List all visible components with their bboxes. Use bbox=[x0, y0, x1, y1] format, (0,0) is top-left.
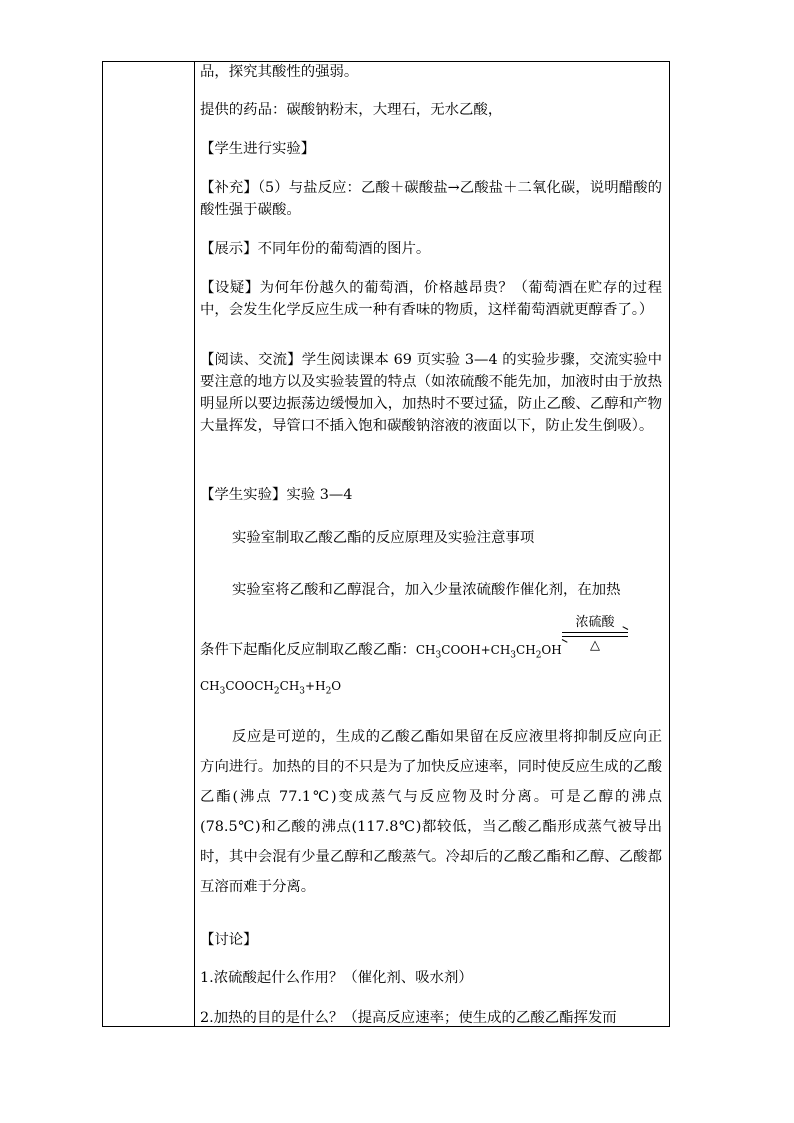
heat-symbol: △ bbox=[590, 638, 600, 653]
discussion-question-1: 1.浓硫酸起什么作用？（催化剂、吸水剂） bbox=[200, 970, 473, 986]
paragraph-continuation: 品，探究其酸性的强弱。 bbox=[200, 64, 359, 80]
reversible-arrow-icon bbox=[562, 632, 628, 638]
paragraph-discussion-label: 【讨论】 bbox=[200, 932, 258, 948]
reaction-products: $CH_3COOCH_2CH_3+H_2O$ bbox=[200, 679, 342, 697]
column-divider bbox=[194, 61, 195, 1027]
catalyst-label: 浓硫酸 bbox=[575, 615, 615, 630]
paragraph-question: 【设疑】为何年份越久的葡萄酒，价格越昂贵？（葡萄酒在贮存的过程中，会发生化学反应生成一种有香味的物质，这样葡萄酒就更醇香了。） bbox=[200, 280, 662, 318]
paragraph-experiment-label: 【学生实验】实验 3—4 bbox=[200, 487, 353, 503]
paragraph-principle-intro: 实验室将乙酸和乙醇混合，加入少量浓硫酸作催化剂，在加热 bbox=[232, 582, 621, 598]
lesson-content-cell bbox=[200, 61, 662, 1027]
reaction-condition bbox=[560, 615, 630, 653]
paragraph-reversible: 反应是可逆的，生成的乙酸乙酯如果留在反应液里将抑制反应向正方向进行。加热的目的不只是为了加快反应速率，同时使反应生成的乙酸乙酯(沸点 77.1℃)变成蒸气与反应物及时分离。可是乙醇的沸点(78.5℃)和乙酸的沸点(117.8℃)都较低，当乙酸乙酯形成蒸气被导出时，其中会混有少量乙醇和乙酸蒸气。冷却后的乙酸乙酯和乙醇、乙酸都互溶而难于分离。 bbox=[200, 729, 662, 895]
reaction-lead-text: 条件下起酯化反应制取乙酸乙酯： bbox=[200, 642, 416, 658]
paragraph-supplement: 【补充】（5）与盐反应：乙酸＋碳酸盐→乙酸盐＋二氧化碳，说明醋酸的酸性强于碳酸。 bbox=[200, 180, 662, 218]
paragraph-principle-heading: 实验室制取乙酸乙酯的反应原理及实验注意事项 bbox=[232, 530, 535, 546]
paragraph-reagents: 提供的药品：碳酸钠粉末，大理石，无水乙酸， bbox=[200, 102, 503, 118]
reaction-reactants: $CH_3COOH+CH_3CH_2OH$ bbox=[415, 643, 562, 661]
paragraph-display: 【展示】不同年份的葡萄酒的图片。 bbox=[200, 241, 431, 257]
discussion-question-2: 2.加热的目的是什么？（提高反应速率；使生成的乙酸乙酯挥发而 bbox=[200, 1010, 617, 1026]
paragraph-student-experiment: 【学生进行实验】 bbox=[200, 141, 316, 157]
paragraph-read-discuss: 【阅读、交流】学生阅读课本 69 页实验 3—4 的实验步骤，交流实验中要注意的地方以及实验装置的特点（如浓硫酸不能先加，加液时由于放热明显所以要边振荡边缓慢加入，加热时不要过猛，防止乙酸、乙醇和产物大量挥发，导管口不插入饱和碳酸钠溶液的液面以下，防止发生倒吸）。 bbox=[200, 352, 662, 434]
